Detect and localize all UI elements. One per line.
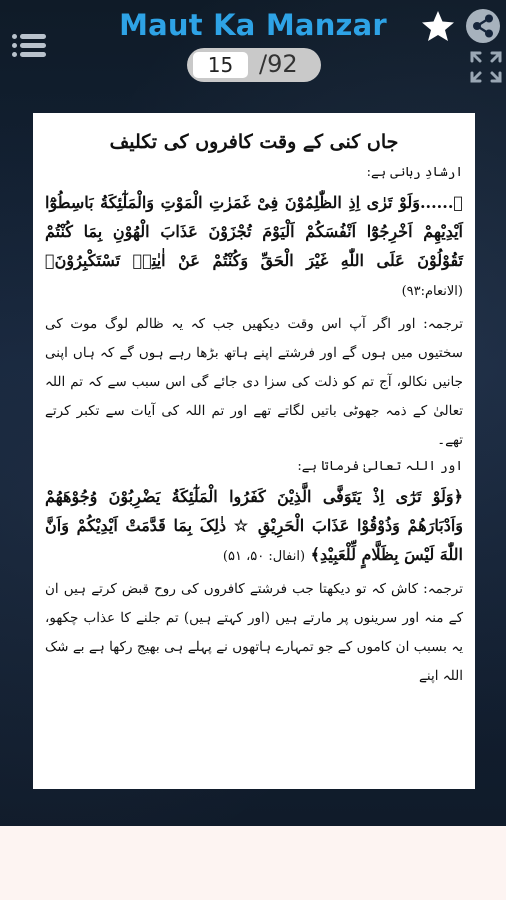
app-title: Maut Ka Manzar bbox=[119, 8, 387, 42]
verse-1 bbox=[45, 188, 463, 306]
page-heading: جاں کنی کے وقت کافروں کی تکلیف bbox=[109, 131, 399, 153]
intro-line-1: ارشادِ ربانی ہے: bbox=[366, 165, 463, 180]
page-number-input[interactable]: 15 bbox=[193, 52, 248, 78]
star-icon[interactable] bbox=[421, 10, 455, 42]
page-total: /92 bbox=[259, 50, 298, 78]
verse-2-text: ﴿وَلَوْ تَرٰٓی اِذْ یَتَوَفَّی الَّذِیْنَ کَفَرُوا الْمَلٰٓئِکَةُ یَضْرِبُوْنَ وُجُوْهَهُمْ وَاَدْبَارَهُمْ وَذُوْقُوْا عَذَابَ الْحَرِیْقِ ☆ ذٰلِکَ بِمَا قَدَّمَتْ اَیْدِیْکُمْ وَاَنَّ اللّٰهَ لَیْسَ بِظَلَّامٍ لِّلْعَبِیْدِ﴾ bbox=[45, 487, 463, 564]
page-text bbox=[33, 113, 475, 691]
share-icon[interactable] bbox=[465, 8, 501, 44]
intro-line-2: اور اللہ تعالیٰ فرماتا ہے: bbox=[297, 459, 463, 474]
verse-2-reference: (انفال: ۵۰، ۵۱) bbox=[222, 549, 306, 564]
translation-1: ترجمہ: اور اگر آپ اس وقت دیکھیں جب کہ یہ ظالم لوگ موت کی سختیوں میں ہوں گے اور فرشتے اپنے ہاتھ بڑھا رہے ہوں گے کہ ہاں اپنی جانیں نکالو، آج تم کو ذلت کی سزا دی جائے گی اس سبب سے کہ تم اللہ تعالیٰ کے ذمہ جھوٹی باتیں لگاتے تھے اور تم اللہ کی آیات سے تکبر کرتے تھے۔ bbox=[45, 316, 463, 448]
translation-2: ترجمہ: کاش کہ تو دیکھتا جب فرشتے کافروں کی روح قبض کرتے ہیں ان کے منہ اور سرینوں پر مارتے ہیں (اور کہتے ہیں) تم جلنے کا عذاب چکھو، یہ بسبب ان کاموں کے جو تمہارے ہاتھوں نے پہلے ہی بھیج رکھا ہے بے شک اللہ اپنے bbox=[45, 581, 463, 684]
verse-2 bbox=[45, 482, 463, 571]
page-navigator bbox=[187, 48, 321, 82]
top-bar bbox=[0, 0, 506, 96]
book-page[interactable] bbox=[33, 113, 475, 789]
verse-1-text: ﴿......وَلَوْ تَرٰی اِذِ الظّٰلِمُوْنَ فِیْ غَمَرٰتِ الْمَوْتِ وَالْمَلٰٓئِکَةُ بَاسِطُوْٓا اَیْدِیْهِمْ اَخْرِجُوْٓا اَنْفُسَکُمْ اَلْیَوْمَ تُجْزَوْنَ عَذَابَ الْهُوْنِ بِمَا کُنْتُمْ تَقُوْلُوْنَ عَلَی اللّٰهِ غَیْرَ الْحَقِّ وَکُنْتُمْ عَنْ اٰیٰتِهٖ تَسْتَکْبِرُوْنَ﴾ bbox=[45, 193, 463, 270]
expand-icon[interactable] bbox=[469, 50, 503, 84]
verse-1-reference: (الانعام:۹۳) bbox=[401, 284, 463, 299]
bottom-area bbox=[0, 826, 506, 900]
